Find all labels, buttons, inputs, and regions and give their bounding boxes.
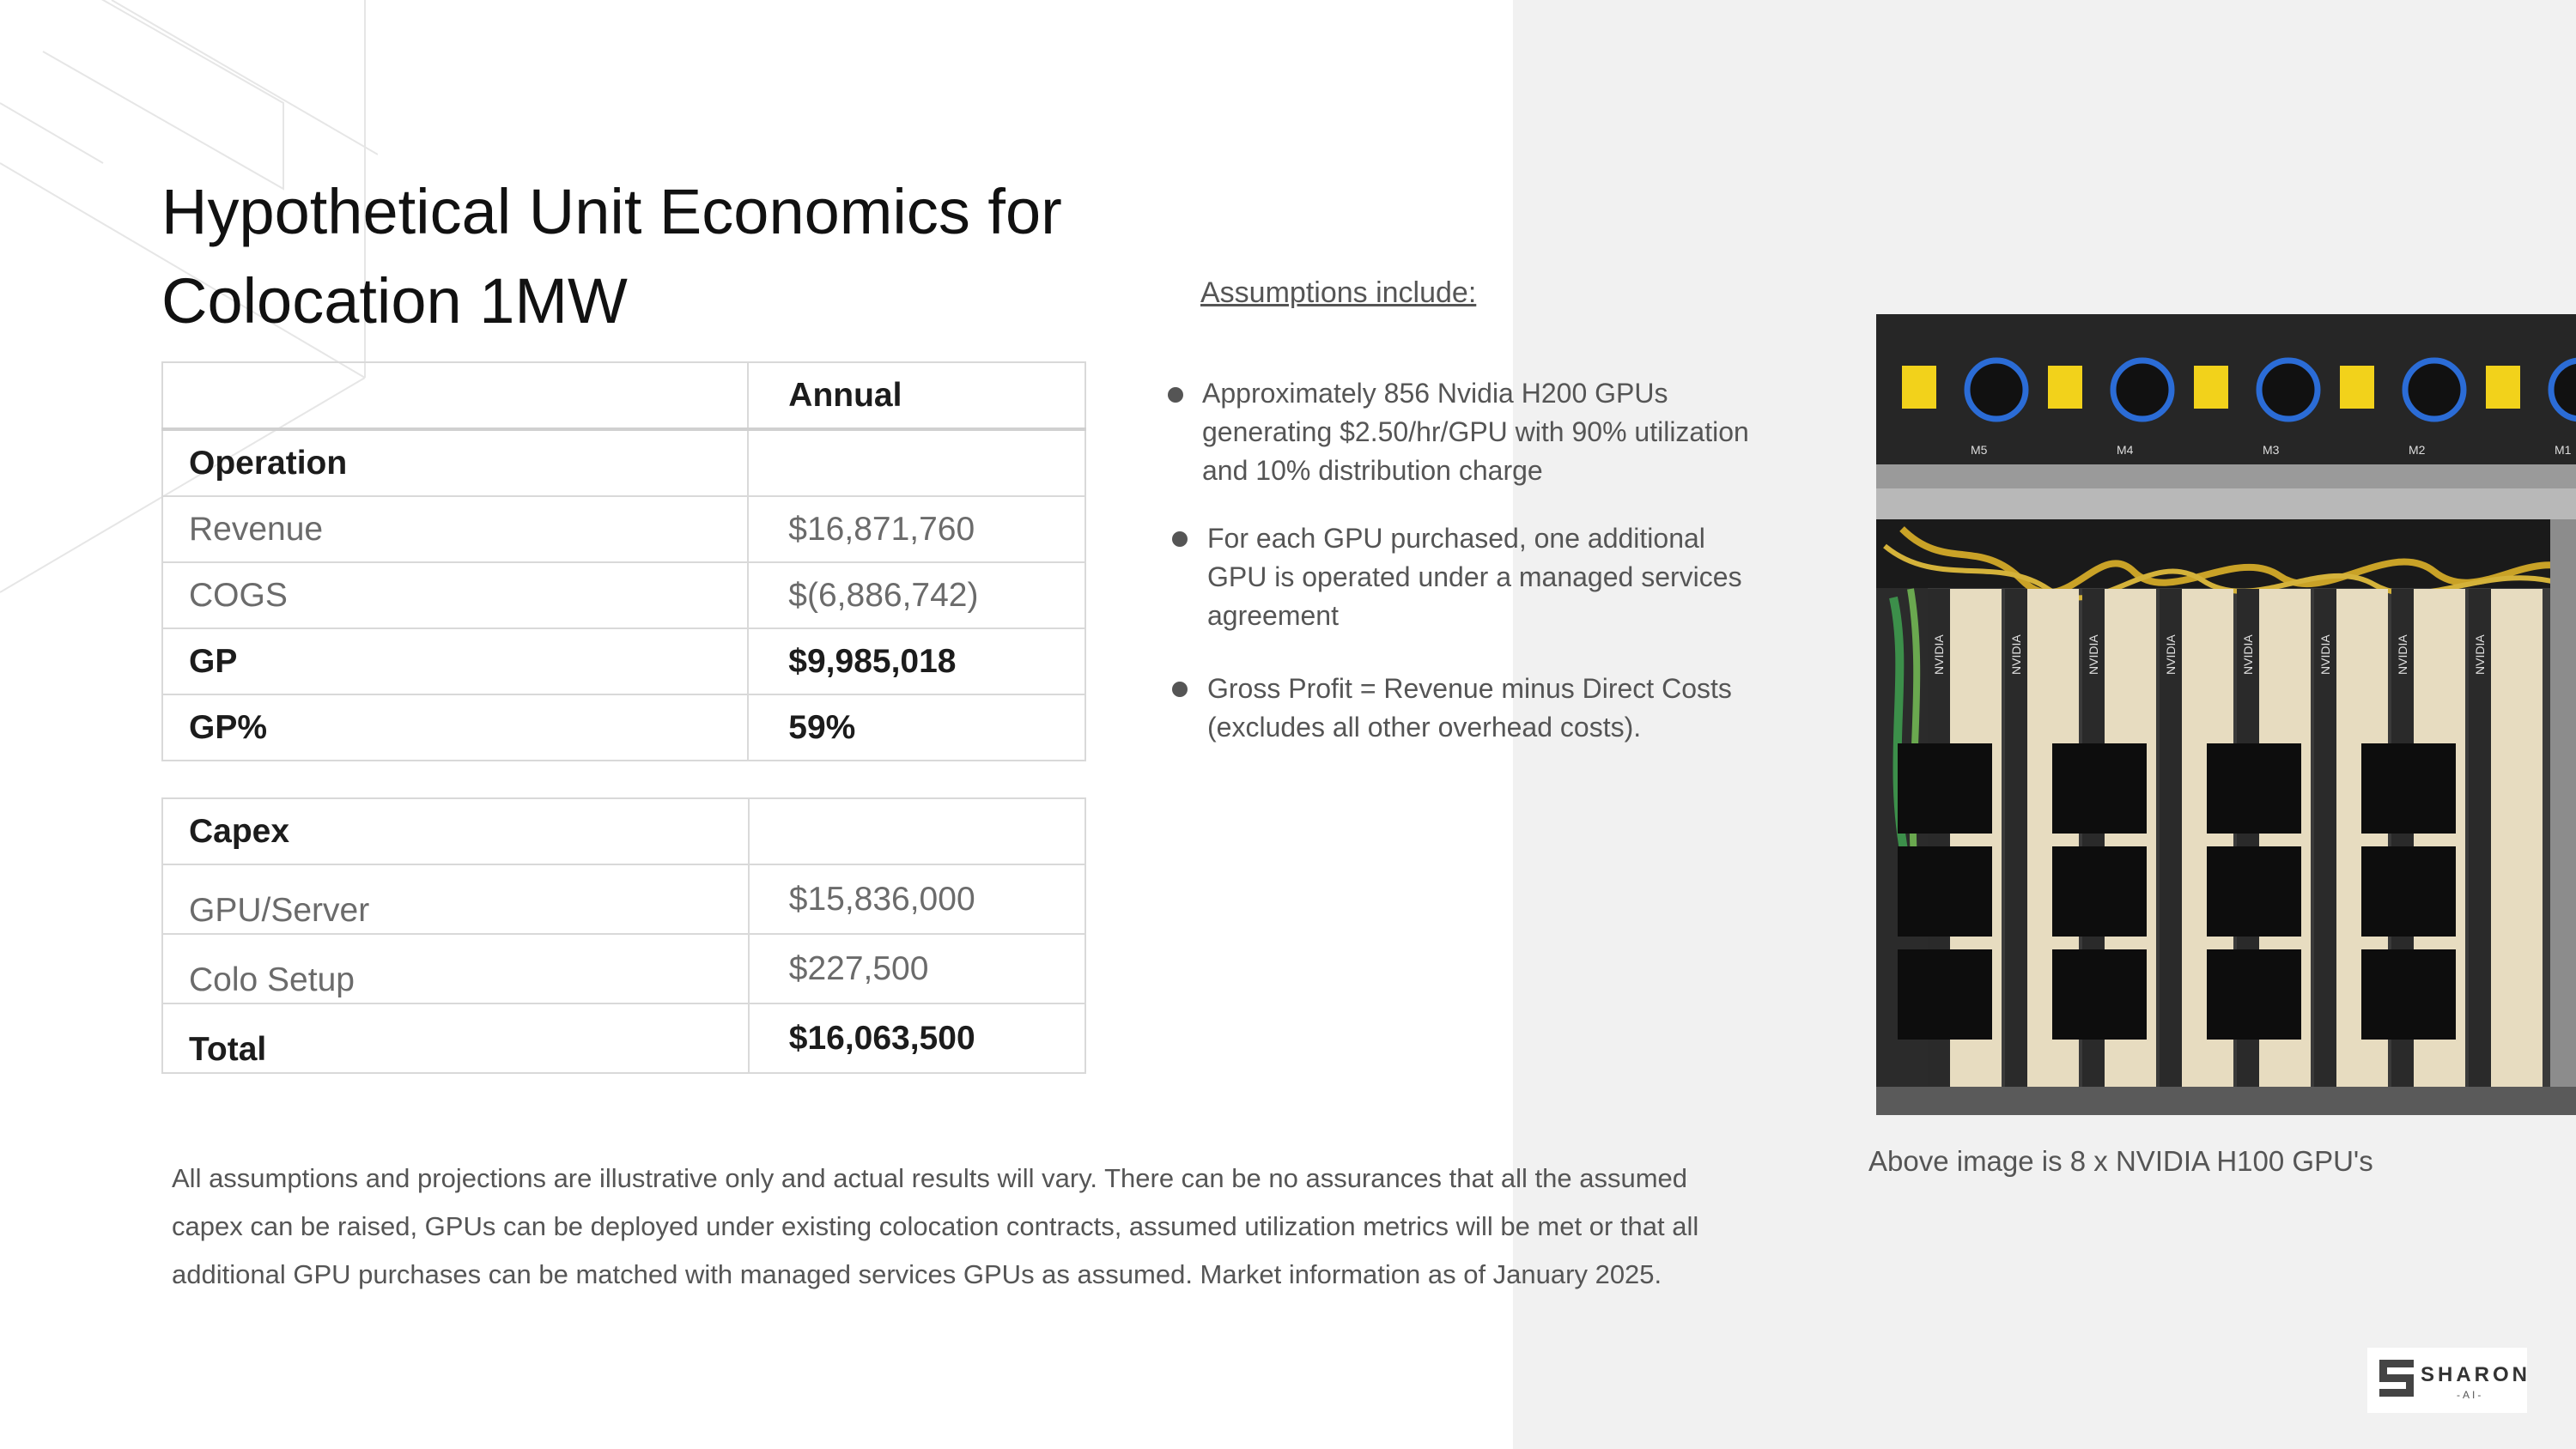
heatsink-block (2052, 949, 2147, 1040)
slot-label: M2 (2409, 443, 2426, 457)
warning-label-icon (2048, 366, 2082, 409)
gpu-brand-label: NVIDIA (2164, 634, 2178, 675)
table-row (162, 864, 1085, 934)
assumption-item (1207, 670, 1732, 747)
empty-cell (748, 429, 1085, 496)
assumption-line: agreement (1207, 600, 1339, 631)
revenue-label: Revenue (162, 496, 748, 562)
heatsink-block (2361, 743, 2456, 834)
assumptions-heading: Assumptions include: (1200, 276, 1477, 309)
total-label: Total (162, 1003, 749, 1073)
disclaimer-line: capex can be raised, GPUs can be deployed under existing colocation contracts, assumed utilization metrics will be met or that all (172, 1211, 1699, 1241)
cogs-value: $(6,886,742) (748, 562, 1085, 628)
warning-label-icon (2340, 366, 2374, 409)
annual-column-header: Annual (748, 362, 1085, 429)
table-row (162, 1003, 1085, 1073)
warning-label-icon (2194, 366, 2228, 409)
warning-label-icon (1902, 366, 1936, 409)
sharon-ai-logo (2367, 1348, 2531, 1413)
disclaimer-line: All assumptions and projections are illustrative only and actual results will vary. There can be no assurances that all the assumed (172, 1163, 1688, 1193)
logo-mark-icon (2376, 1356, 2419, 1404)
disclaimer-text (172, 1155, 1760, 1299)
slot-label: M3 (2263, 443, 2280, 457)
gpu-brand-label: NVIDIA (2396, 634, 2409, 675)
logo-wordmark: SHARON (2421, 1363, 2531, 1386)
assumption-line: For each GPU purchased, one additional (1207, 523, 1705, 554)
fan-icon (2259, 361, 2318, 419)
gpu-server-photo (1876, 314, 2576, 1115)
gpu-server-illustration (1876, 314, 2576, 1115)
title-line-1: Hypothetical Unit Economics for (161, 176, 1062, 247)
heatsink-block (2207, 846, 2301, 937)
assumption-line: GPU is operated under a managed services (1207, 561, 1742, 592)
colo-setup-label: Colo Setup (162, 934, 749, 1003)
slot-label: M1 (2555, 443, 2572, 457)
gpu-card (2469, 589, 2543, 1087)
revenue-value: $16,871,760 (748, 496, 1085, 562)
assumption-line: Approximately 856 Nvidia H200 GPUs (1202, 378, 1668, 409)
capex-section-label: Capex (162, 798, 749, 864)
assumption-line: (excludes all other overhead costs). (1207, 712, 1642, 743)
empty-cell (749, 798, 1085, 864)
assumption-item (1202, 374, 1749, 490)
table-row (162, 798, 1085, 864)
fan-icon (2405, 361, 2464, 419)
assumption-line: and 10% distribution charge (1202, 455, 1543, 486)
photo-caption: Above image is 8 x NVIDIA H100 GPU's (1868, 1145, 2373, 1177)
heatsink-block (2361, 846, 2456, 937)
warning-label-icon (2486, 366, 2520, 409)
heatsink-block (1898, 743, 1992, 834)
page-title (161, 167, 1192, 346)
gpu-brand-label: NVIDIA (2473, 634, 2487, 675)
gp-label: GP (162, 628, 748, 694)
colo-setup-value: $227,500 (749, 934, 1085, 1003)
table-row (162, 628, 1085, 694)
title-line-2: Colocation 1MW (161, 265, 628, 336)
gp-value: $9,985,018 (748, 628, 1085, 694)
table-row (162, 562, 1085, 628)
table-header-empty-cell (162, 362, 748, 429)
capex-table (161, 797, 1086, 1074)
fan-icon (1967, 361, 2026, 419)
bullet-dot-icon (1172, 531, 1188, 547)
operation-table (161, 361, 1086, 761)
cogs-label: COGS (162, 562, 748, 628)
heatsink-block (1898, 949, 1992, 1040)
gp-percent-label: GP% (162, 694, 748, 761)
assumption-item (1207, 519, 1742, 635)
gpu-brand-label: NVIDIA (2241, 634, 2255, 675)
gpu-server-label: GPU/Server (162, 864, 749, 934)
heatsink-block (2052, 743, 2147, 834)
table-row (162, 429, 1085, 496)
heatsink-block (2207, 743, 2301, 834)
heatsink-block (2207, 949, 2301, 1040)
slot-label: M5 (1971, 443, 1988, 457)
fan-icon (2113, 361, 2172, 419)
heatsink-block (2052, 846, 2147, 937)
heatsink-block (1898, 846, 1992, 937)
table-row (162, 694, 1085, 761)
gpu-brand-label: NVIDIA (2009, 634, 2023, 675)
gpu-brand-label: NVIDIA (2087, 634, 2100, 675)
assumption-line: generating $2.50/hr/GPU with 90% utilization (1202, 416, 1749, 447)
gpu-brand-label: NVIDIA (1932, 634, 1946, 675)
total-value: $16,063,500 (749, 1003, 1085, 1073)
heatsink-block (2361, 949, 2456, 1040)
gp-percent-value: 59% (748, 694, 1085, 761)
slot-label: M4 (2117, 443, 2134, 457)
operation-section-label: Operation (162, 429, 748, 496)
table-row (162, 934, 1085, 1003)
bullet-dot-icon (1168, 387, 1183, 403)
table-row (162, 496, 1085, 562)
gpu-server-value: $15,836,000 (749, 864, 1085, 934)
logo-subtitle: -AI- (2457, 1389, 2484, 1401)
bullet-dot-icon (1172, 682, 1188, 697)
gpu-brand-label: NVIDIA (2318, 634, 2332, 675)
disclaimer-line: additional GPU purchases can be matched with managed services GPUs as assumed. Market information as of January 2025. (172, 1259, 1662, 1289)
table-header-row (162, 362, 1085, 429)
assumption-line: Gross Profit = Revenue minus Direct Costs (1207, 673, 1732, 704)
